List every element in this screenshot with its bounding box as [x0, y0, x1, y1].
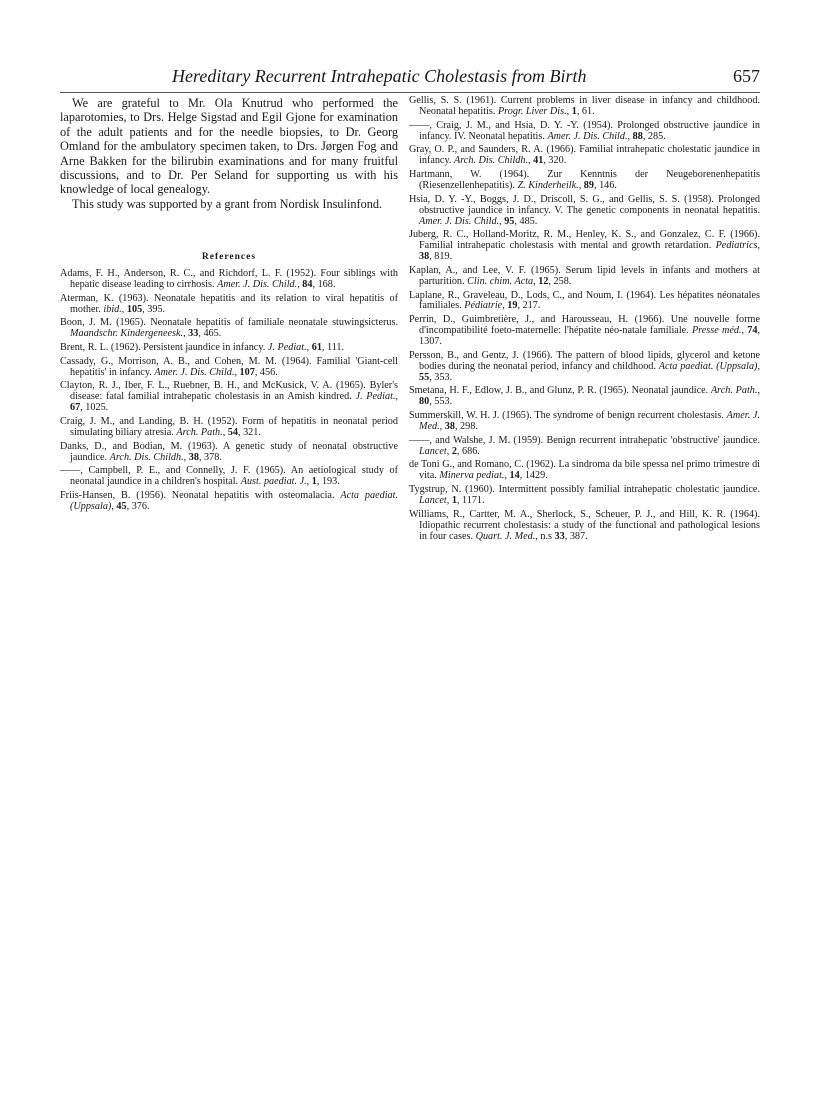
reference-item — [409, 266, 760, 288]
reference-separator: , — [578, 179, 584, 191]
reference-authors-title: Kaplan, A., and Lee, V. F. (1965). Serum lipid levels in infants and mothers at parturition. — [409, 264, 760, 287]
reference-volume: 12 — [538, 275, 549, 287]
reference-item — [409, 145, 760, 167]
reference-item — [409, 121, 760, 143]
reference-item — [60, 466, 398, 488]
reference-separator: , — [446, 445, 452, 457]
reference-volume: 1 — [311, 476, 317, 488]
reference-pages: , 485. — [514, 215, 538, 227]
reference-item — [60, 318, 398, 340]
reference-journal: J. Pediat. — [267, 341, 307, 353]
reference-authors-title: Adams, F. H., Anderson, R. C., and Richdorf, L. F. (1952). Four siblings with hepatic disease leading to cirrhosis. — [60, 268, 398, 290]
reference-volume: 38 — [188, 451, 199, 463]
reference-separator: , — [757, 360, 760, 372]
reference-pages: , 321. — [237, 426, 261, 438]
reference-item — [409, 351, 760, 384]
reference-authors-title: Laplane, R., Graveleau, D., Lods, C., and Noum, I. (1964). Les hépatites néonatales familiales. — [409, 289, 760, 312]
reference-authors-title: Tygstrup, N. (1960). Intermittent possibly familial intrahepatic cholestatic jaundice. — [409, 484, 760, 495]
reference-volume: 95 — [504, 215, 515, 227]
reference-volume: 41 — [533, 155, 544, 167]
reference-separator: , — [741, 325, 748, 337]
reference-item — [409, 170, 760, 192]
header-rule — [60, 92, 760, 93]
reference-volume: 14 — [509, 470, 520, 482]
page-number: 657 — [733, 66, 760, 86]
reference-authors-title: Clayton, R. J., Iber, F. L., Ruebner, B. H., and McKusick, V. A. (1965). Byler's disease: fatal familial intrahepatic cholestasis in an Amish kindred. — [60, 380, 398, 403]
reference-authors-title: Craig, J. M., and Landing, B. H. (1952). Form of hepatitis in neonatal period simulating biliary atresia. — [60, 415, 398, 438]
reference-separator: , — [446, 494, 452, 506]
reference-journal: Arch. Path. — [176, 426, 223, 438]
reference-list-right — [409, 96, 760, 543]
reference-item — [60, 343, 398, 354]
reference-journal: Presse méd. — [691, 325, 742, 337]
reference-separator: , — [627, 130, 633, 142]
reference-volume: 2 — [451, 445, 457, 457]
reference-item — [409, 436, 760, 458]
reference-pages: , 168. — [312, 278, 336, 290]
reference-volume: 61 — [311, 341, 322, 353]
reference-separator: , — [234, 366, 240, 378]
reference-separator: , — [757, 240, 760, 252]
reference-item — [409, 386, 760, 408]
reference-volume: 33 — [554, 530, 565, 542]
reference-journal: Maandschr. Kindergeneesk. — [70, 328, 184, 340]
reference-authors-title: Hsia, D. Y. -Y., Boggs, J. D., Driscoll, S. G., and Gellis, S. S. (1958). Prolonged obstructive jaundice in infancy. V. The genetic components in neonatal hepatitis. — [409, 193, 760, 216]
left-column — [60, 96, 398, 211]
reference-volume: 107 — [239, 366, 255, 378]
reference-authors-title: Gellis, S. S. (1961). Current problems in liver disease in infancy and childhood. Neonatal hepatitis. — [409, 95, 760, 117]
reference-separator: , — [306, 476, 312, 488]
reference-item — [409, 411, 760, 433]
reference-list-left — [60, 269, 398, 513]
reference-authors-title: Friis-Hansen, B. (1956). Neonatal hepatitis with osteomalacia. — [60, 489, 341, 501]
reference-pages: , 61. — [576, 105, 595, 117]
reference-journal: Acta paediat. (Uppsala) — [658, 360, 758, 372]
reference-volume: 33 — [188, 328, 199, 340]
reference-volume: 74 — [747, 325, 758, 337]
reference-journal: Amer. J. Med. — [419, 410, 760, 432]
reference-pages: , 456. — [254, 366, 278, 378]
reference-authors-title: Perrin, D., Guimbretière, J., and Harousseau, H. (1966). Une nouvelle forme d'incompatibilité foeto-maternelle: l'hépatite néo-natale familiale. — [409, 314, 760, 337]
reference-volume: 1 — [451, 494, 457, 506]
reference-separator: , — [183, 328, 189, 340]
reference-journal: Arch. Path. — [710, 385, 758, 397]
reference-pages: , 553. — [429, 396, 453, 408]
references-right — [409, 96, 760, 545]
reference-separator: , — [439, 420, 445, 432]
reference-volume: 67 — [70, 402, 81, 414]
reference-journal: Arch. Dis. Childh. — [109, 451, 184, 463]
reference-volume: 45 — [116, 500, 127, 512]
reference-authors-title: Gray, O. P., and Saunders, R. A. (1966). Familial intrahepatic cholestatic jaundice in infancy. — [409, 144, 760, 167]
reference-journal: Pédiatrie — [464, 300, 503, 312]
reference-item — [409, 291, 760, 313]
reference-journal: Quart. J. Med. — [475, 530, 536, 542]
reference-item — [409, 230, 760, 263]
reference-journal: ibid. — [103, 303, 122, 315]
reference-item — [60, 381, 398, 414]
reference-volume: 89 — [583, 179, 594, 191]
reference-separator: , — [306, 341, 312, 353]
reference-journal: Acta paediat. (Uppsala) — [70, 489, 398, 512]
reference-pages: , 1171. — [456, 494, 485, 506]
reference-authors-title: Brent, R. L. (1962). Persistent jaundice in infancy. — [60, 341, 268, 353]
reference-separator: , — [533, 275, 539, 287]
reference-authors-title: Williams, R., Cartter, M. A., Sherlock, S., Scheuer, P. J., and Hill, K. R. (1964). Idiopathic recurrent cholestasis: a study of the functional and pathological lesions in four cases. — [409, 508, 760, 542]
reference-pages: , 1025. — [80, 402, 109, 414]
reference-item — [60, 357, 398, 379]
reference-item — [60, 269, 398, 291]
reference-pages: , 376. — [126, 500, 150, 512]
reference-item — [409, 195, 760, 228]
reference-pages: , 1429. — [519, 470, 548, 482]
reference-authors-title: Smetana, H. F., Edlow, J. B., and Glunz, P. R. (1965). Neonatal jaundice. — [409, 385, 711, 397]
reference-pages: , 387. — [564, 530, 588, 542]
reference-volume: 38 — [419, 251, 430, 263]
reference-item — [60, 417, 398, 439]
reference-item — [409, 315, 760, 348]
reference-journal: Pediatrics — [715, 240, 758, 252]
reference-item — [60, 491, 398, 513]
reference-journal: Progr. Liver Dis. — [497, 105, 567, 117]
acknowledgement-paragraph: We are grateful to Mr. Ola Knutrud who performed the laparotomies, to Drs. Helge Sigstad and Egil Gjone for examination of the adult patients and for the needle biopsies, to Dr. Georg Omland for the ambulatory specimen taken, to Drs. Jørgen Fog and Arne Bakken for the bilirubin examinations and for many fruitful discussions, and to Dr. Per Seland for supporting us with his knowledge of local genealogy. — [60, 96, 398, 197]
reference-item — [409, 510, 760, 543]
funding-paragraph: This study was supported by a grant from Nordisk Insulinfond. — [72, 196, 383, 211]
reference-volume: 88 — [632, 130, 643, 142]
acknowledgements — [60, 96, 398, 211]
reference-authors-title: Aterman, K. (1963). Neonatale hepatitis and its relation to viral hepatitis of mother. — [60, 292, 398, 315]
reference-journal: Z. Kinderheilk. — [517, 179, 579, 191]
reference-authors-title: Summerskill, W. H. J. (1965). The syndrome of benign recurrent cholestasis. — [409, 410, 727, 422]
references-heading: References — [201, 252, 257, 262]
reference-item — [409, 485, 760, 507]
reference-item — [409, 460, 760, 482]
reference-journal: Minerva pediat. — [439, 470, 505, 482]
reference-pages: , 285. — [642, 130, 666, 142]
reference-separator: , — [757, 385, 760, 397]
reference-item — [60, 442, 398, 464]
reference-pages: , 1307. — [419, 325, 760, 348]
reference-volume: 80 — [419, 396, 430, 408]
reference-journal: Lancet — [419, 445, 447, 457]
reference-separator: , — [111, 500, 117, 512]
reference-pages: , 146. — [593, 179, 617, 191]
reference-item — [60, 294, 398, 316]
reference-authors-title: Hartmann, W. (1964). Zur Kenntnis der Neugeborenenhepatitis (Riesenzellenhepatitis). — [409, 168, 760, 191]
reference-separator: , — [395, 391, 398, 403]
reference-journal: Amer. J. Dis. Child. — [217, 278, 298, 290]
reference-pages: , 258. — [548, 275, 572, 287]
reference-pages: , 353. — [429, 371, 453, 383]
reference-journal: Aust. paediat. J. — [240, 476, 307, 488]
reference-authors-title: Juberg, R. C., Holland-Moritz, R. M., Henley, K. S., and Gonzalez, C. F. (1966). Familial intrahepatic cholestasis with mental and growth retardation. — [409, 229, 760, 252]
reference-separator: , — [121, 303, 127, 315]
reference-volume: 55 — [419, 371, 430, 383]
reference-separator: , — [222, 426, 228, 438]
reference-journal: J. Pediat. — [355, 391, 396, 403]
reference-authors-title: ——, Craig, J. M., and Hsia, D. Y. -Y. (1954). Prolonged obstructive jaundice in infancy. IV. Neonatal hepatitis. — [409, 119, 760, 142]
reference-separator: , — [502, 300, 508, 312]
reference-pages: , 217. — [517, 300, 541, 312]
reference-separator: , — [499, 215, 505, 227]
reference-separator: , — [183, 451, 189, 463]
reference-pages: , 111. — [321, 341, 345, 353]
reference-authors-title: ——, and Walshe, J. M. (1959). Benign recurrent intrahepatic 'obstructive' jaundice. — [409, 434, 760, 446]
reference-authors-title: ——, Campbell, P. E., and Connelly, J. F. (1965). An aetiological study of neonatal jaundice in a children's hospital. — [60, 465, 398, 488]
reference-separator: , — [566, 105, 572, 117]
reference-volume: 84 — [302, 278, 313, 290]
page-header — [60, 62, 760, 90]
references-left — [60, 269, 398, 516]
reference-pages: , 819. — [429, 251, 453, 263]
reference-journal: Arch. Dis. Childh. — [453, 155, 529, 167]
reference-pages: , 378. — [198, 451, 222, 463]
reference-authors-title: de Toni G., and Romano, C. (1962). La sindroma da bile spessa nel primo trimestre di vita. — [409, 459, 760, 482]
reference-volume: 19 — [507, 300, 518, 312]
reference-item — [409, 96, 760, 118]
reference-journal: Clin. chim. Acta — [467, 275, 534, 287]
running-title: Hereditary Recurrent Intrahepatic Cholestasis from Birth — [172, 66, 587, 86]
reference-pages: , 686. — [456, 445, 480, 457]
reference-separator: , — [504, 470, 510, 482]
reference-pages: , 193. — [316, 476, 340, 488]
reference-volume: 54 — [227, 426, 238, 438]
reference-volume: 38 — [444, 420, 455, 432]
reference-pages: , 320. — [543, 155, 567, 167]
reference-separator: , n.s — [535, 530, 555, 542]
reference-authors-title: Persson, B., and Gentz, J. (1966). The pattern of blood lipids, glycerol and ketone bodies during the neonatal period, infancy and childhood. — [409, 349, 760, 372]
reference-authors-title: Danks, D., and Bodian, M. (1963). A genetic study of neonatal obstructive jaundice. — [60, 440, 398, 463]
reference-volume: 1 — [571, 105, 577, 117]
reference-volume: 105 — [126, 303, 143, 315]
reference-separator: , — [297, 278, 303, 290]
reference-pages: , 298. — [454, 420, 478, 432]
reference-journal: Amer. J. Dis. Child. — [154, 366, 235, 378]
reference-separator: , — [528, 155, 534, 167]
reference-journal: Amer. J. Dis. Child. — [419, 215, 500, 227]
reference-journal: Lancet — [419, 494, 447, 506]
reference-authors-title: Cassady, G., Morrison, A. B., and Cohen, M. M. (1964). Familial 'Giant-cell hepatitis' in infancy. — [60, 355, 398, 378]
reference-pages: , 465. — [198, 328, 222, 340]
reference-journal: Amer. J. Dis. Child. — [547, 130, 628, 142]
reference-authors-title: Boon, J. M. (1965). Neonatale hepatitis of familiale neonatale stuwingsicterus. — [60, 317, 398, 329]
reference-pages: , 395. — [142, 303, 166, 315]
